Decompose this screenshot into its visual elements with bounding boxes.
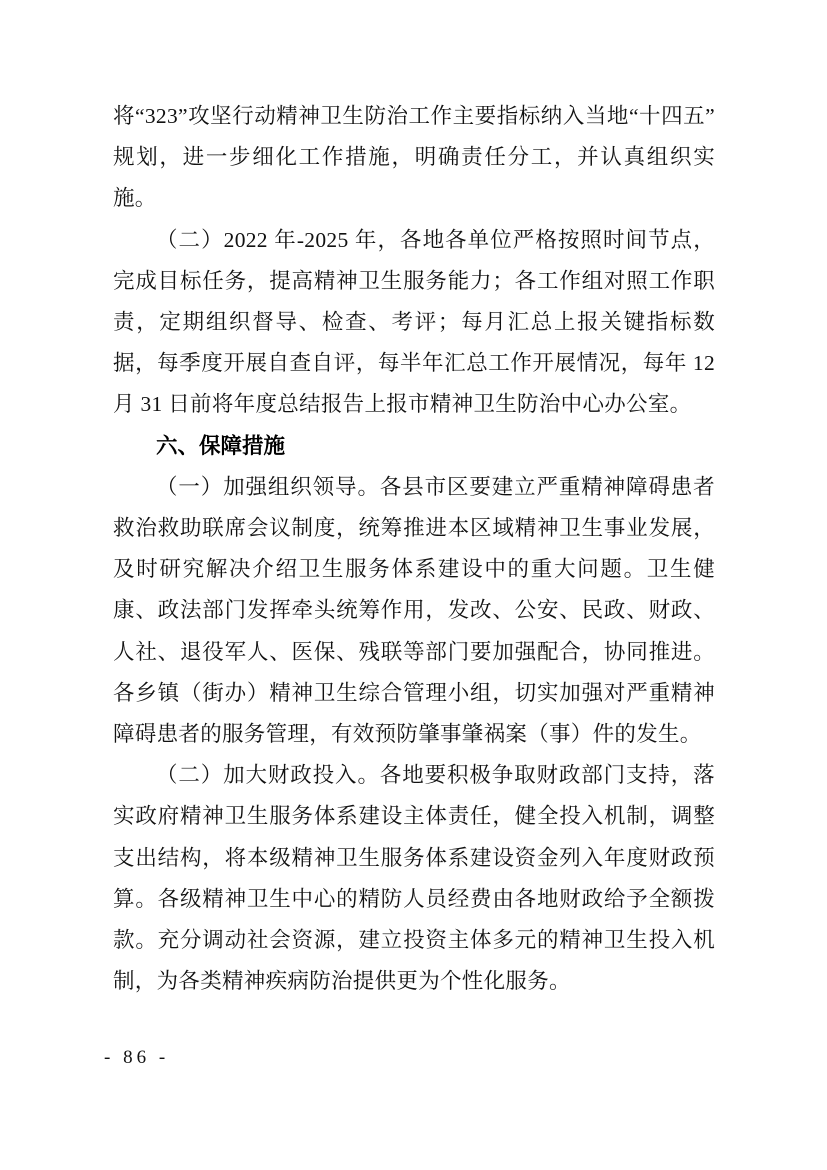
document-body [113,96,715,1002]
paragraph-item-1-leadership: （一）加强组织领导。各县市区要建立严重精神障碍患者救治救助联席会议制度，统筹推进本区域精神卫生事业发展，及时研究解决介绍卫生服务体系建设中的重大问题。卫生健康、政法部门发挥牵头统筹作用，发改、公安、民政、财政、人社、退役军人、医保、残联等部门要加强配合，协同推进。各乡镇（街办）精神卫生综合管理小组，切实加强对严重精神障碍患者的服务管理，有效预防肇事肇祸案（事）件的发生。 [113,474,715,747]
page-number: - 86 - [104,1047,170,1068]
section-heading-safeguard-measures: 六、保障措施 [156,433,286,458]
paragraph-item-2-timeline: （二）2022 年-2025 年，各地各单位严格按照时间节点，完成目标任务，提高精神卫生服务能力；各工作组对照工作职责，定期组织督导、检查、考评；每月汇总上报关键指标数据，每季度开展自查自评，每半年汇总工作开展情况，每年 12 月 31 日前将年度总结报告上报市精神卫生防治中心办公室。 [113,227,715,417]
paragraph-item-2-funding: （二）加大财政投入。各地要积极争取财政部门支持，落实政府精神卫生服务体系建设主体责任，健全投入机制，调整支出结构，将本级精神卫生服务体系建设资金列入年度财政预算。各级精神卫生中心的精防人员经费由各地财政给予全额拨款。充分调动社会资源，建立投资主体多元的精神卫生投入机制，为各类精神疾病防治提供更为个性化服务。 [113,763,715,994]
paragraph-continuation: 将“323”攻坚行动精神卫生防治工作主要指标纳入当地“十四五”规划，进一步细化工作措施，明确责任分工，并认真组织实施。 [113,104,715,211]
